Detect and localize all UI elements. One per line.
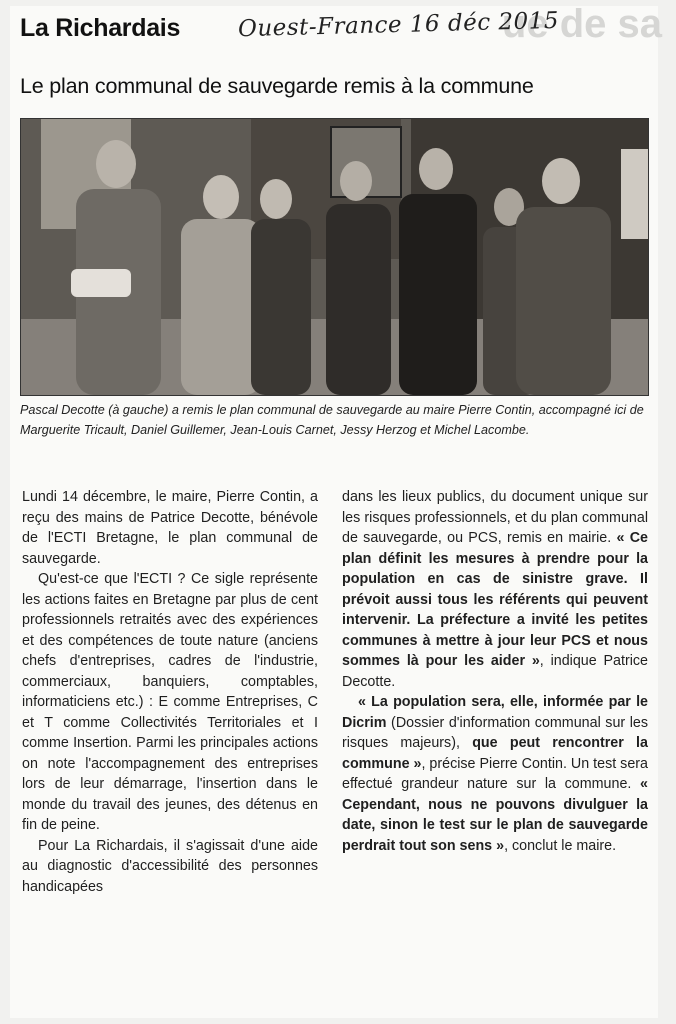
text-run: dans les lieux publics, du document unique sur les risques professionnels, et du plan communal de sauvegarde, ou PCS, remis en mairie.	[342, 489, 648, 546]
quote-bold: « Ce plan définit les mesures à prendre pour la population en cas de sinistre grave. Il prévoit aussi tous les référents qui peuvent intervenir. La préfecture a invité les petites communes à mettre à jour leur PCS et nous sommes là pour les aider »	[342, 530, 648, 669]
article-headline: Le plan communal de sauvegarde remis à la commune	[20, 74, 534, 98]
group-photo-icon	[21, 119, 648, 395]
article-column-left	[22, 487, 318, 897]
article-paragraph: Lundi 14 décembre, le maire, Pierre Contin, a reçu des mains de Patrice Decotte, bénévole de l'ECTI Bretagne, le plan communal de sauvegarde.	[22, 489, 318, 567]
bleed-through-text: ue de sa	[501, 2, 662, 46]
article-column-right	[342, 487, 648, 856]
locality-heading: La Richardais	[20, 14, 181, 42]
text-run: (Dossier d'information communal sur les risques majeurs),	[342, 714, 648, 751]
text-run: , précise Pierre Contin. Un test sera effectué grandeur nature sur la commune.	[342, 755, 648, 792]
article-paragraph: Pour La Richardais, il s'agissait d'une aide au diagnostic d'accessibilité des personnes handicapées	[22, 837, 318, 895]
handwritten-source-date: Ouest-France 16 déc 2015	[237, 7, 560, 43]
article-paragraph: Qu'est-ce que l'ECTI ? Ce sigle représente les actions faites en Bretagne par plus de cent professionnels retraités avec des expériences et des compétences de toute nature (anciens chefs d'entreprises, cadres de l'industrie, commerciaux, banquiers, comptables, informaticiens etc.) : E comme Entreprises, C et T comme Collectivités Territoriales et I comme Insertion. Parmi les principales actions on note l'accompagnement des entreprises lors de leur démarrage, l'insertion dans le monde du travail des jeunes, des détenus en fin de peine.	[22, 571, 318, 833]
photo-caption: Pascal Decotte (à gauche) a remis le plan communal de sauvegarde au maire Pierre Contin, accompagné ici de Marguerite Tricault, Daniel Guillemer, Jean-Louis Carnet, Jessy Herzog et Michel Lacombe.	[20, 403, 644, 437]
text-run: , indique Patrice Decotte.	[342, 653, 648, 690]
quote-bold: « La population sera, elle, informée par le Dicrim	[342, 694, 648, 731]
article-paragraph	[342, 487, 648, 692]
newspaper-clipping	[10, 2, 662, 1018]
group-photo	[20, 118, 649, 396]
quote-bold: que peut rencontrer la commune »	[342, 735, 648, 772]
article-paragraph	[342, 692, 648, 856]
text-run: , conclut le maire.	[504, 837, 617, 854]
quote-bold: « Cependant, nous ne pouvons divulguer la date, sinon le test sur le plan de sauvegarde perdrait tout son sens »	[342, 776, 648, 854]
